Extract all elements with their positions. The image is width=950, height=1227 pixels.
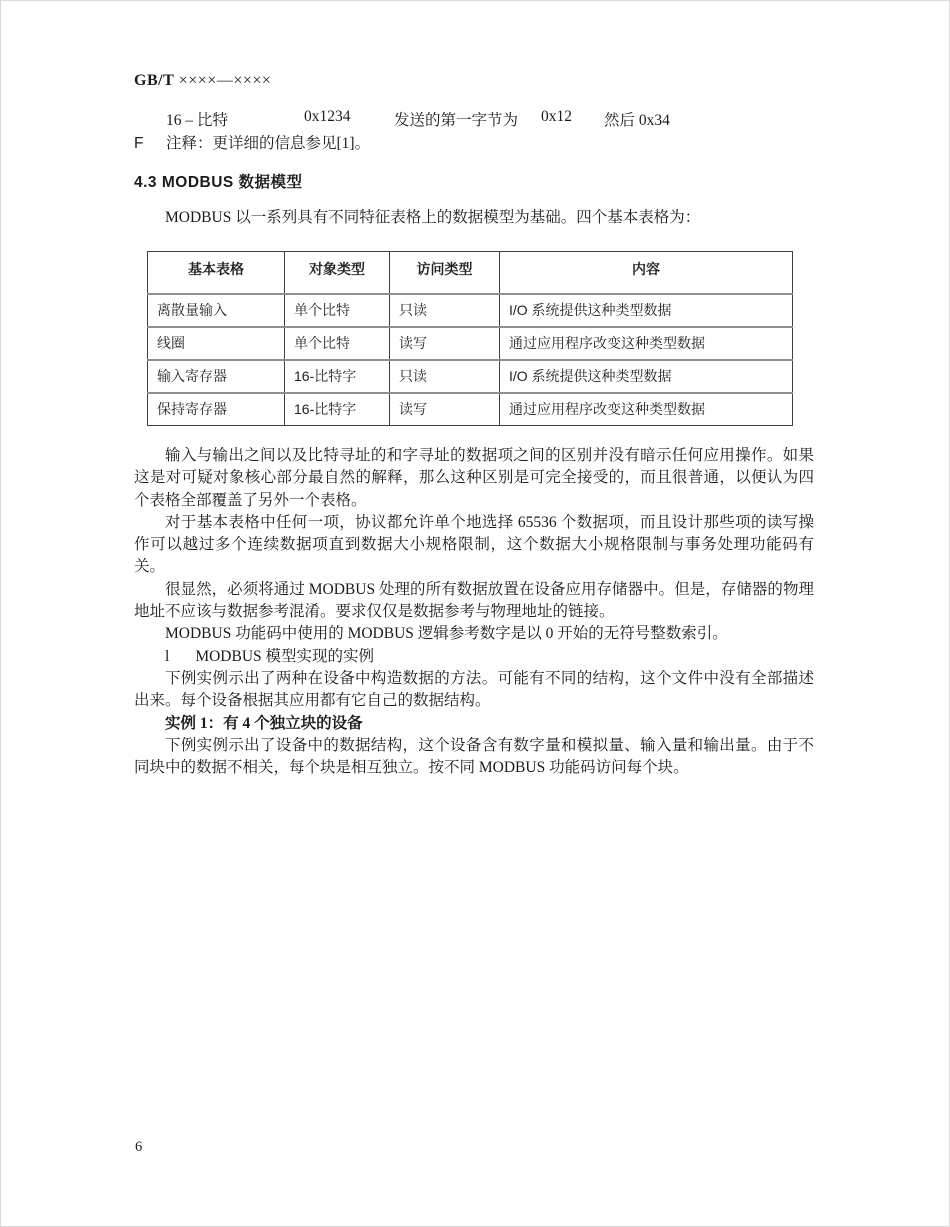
table-cell: 16-比特字 <box>285 360 390 393</box>
table-header-cell: 内容 <box>500 252 793 294</box>
table-header-row <box>148 252 793 294</box>
body-paragraph: 下例实例示出了两种在设备中构造数据的方法。可能有不同的结构，这个文件中没有全部描述出来。每个设备根据其应用都有它自己的数据结构。 <box>134 669 814 710</box>
byte-order-second-byte: 然后 0x34 <box>604 112 670 129</box>
table-cell: 单个比特 <box>285 294 390 327</box>
table-cell: 16-比特字 <box>285 393 390 426</box>
byte-order-first-byte: 0x12 <box>541 108 572 125</box>
body-paragraph: 下例实例示出了设备中的数据结构，这个设备含有数字量和模拟量、输入量和输出量。由于不同块中的数据不相关，每个块是相互独立。按不同 MODBUS 功能码访问每个块。 <box>134 736 814 777</box>
table-cell: 通过应用程序改变这种类型数据 <box>500 327 793 360</box>
table-row <box>148 327 793 360</box>
byte-order-description: 发送的第一字节为 <box>394 112 519 129</box>
table-cell: 只读 <box>390 294 500 327</box>
table-header-cell: 对象类型 <box>285 252 390 294</box>
byte-order-row <box>134 108 834 128</box>
example-list-line <box>134 646 814 668</box>
note-marker: F <box>134 135 144 152</box>
document-header <box>134 72 271 90</box>
table-row <box>148 360 793 393</box>
body-paragraph: 对于基本表格中任何一项，协议都允许单个地选择 65536 个数据项，而且设计那些项的读写操作可以越过多个连续数据项直到数据大小规格限制，这个数据大小规格限制与事务处理功能码有关。 <box>134 513 814 576</box>
table-cell: 输入寄存器 <box>148 360 285 393</box>
table-cell: 单个比特 <box>285 327 390 360</box>
body-text <box>134 445 814 779</box>
example-heading: 实例 1：有 4 个独立块的设备 <box>165 714 363 732</box>
table-cell: I/O 系统提供这种类型数据 <box>500 294 793 327</box>
table-cell: 离散量输入 <box>148 294 285 327</box>
table-header-cell: 基本表格 <box>148 252 285 294</box>
byte-order-value: 0x1234 <box>304 108 351 125</box>
table-cell: 保持寄存器 <box>148 393 285 426</box>
table-cell: 线圈 <box>148 327 285 360</box>
table-row <box>148 393 793 426</box>
table-cell: 只读 <box>390 360 500 393</box>
standard-code: GB/T <box>134 72 175 89</box>
list-item-text: MODBUS 模型实现的实例 <box>195 647 375 665</box>
note-text: 注释：更详细的信息参见[1]。 <box>166 135 371 152</box>
body-paragraph: 输入与输出之间以及比特寻址的和字寻址的数据项之间的区别并没有暗示任何应用操作。如果这是对可疑对象核心部分最自然的解释，那么这种区别是可完全接受的，而且很普通，以便认为四个表格全部覆盖了另外一个表格。 <box>134 447 814 509</box>
table-cell: 通过应用程序改变这种类型数据 <box>500 393 793 426</box>
table-cell: 读写 <box>390 393 500 426</box>
section-heading: 4.3 MODBUS 数据模型 <box>134 174 303 191</box>
list-marker: l <box>165 647 170 665</box>
byte-order-type: 16 – 比特 <box>166 112 229 129</box>
table-row <box>148 294 793 327</box>
table-cell: 读写 <box>390 327 500 360</box>
note-line <box>134 131 370 153</box>
body-paragraph: MODBUS 功能码中使用的 MODBUS 逻辑参考数字是以 0 开始的无符号整数索引。 <box>165 625 728 643</box>
data-model-table <box>147 251 793 426</box>
page-number: 6 <box>135 1139 143 1155</box>
intro-paragraph: MODBUS 以一系列具有不同特征表格上的数据模型为基础。四个基本表格为： <box>165 209 701 226</box>
standard-number: ××××—×××× <box>178 72 272 89</box>
table-header-cell: 访问类型 <box>390 252 500 294</box>
table-cell: I/O 系统提供这种类型数据 <box>500 360 793 393</box>
body-paragraph: 很显然，必须将通过 MODBUS 处理的所有数据放置在设备应用存储器中。但是，存储器的物理地址不应该与数据参考混淆。要求仅仅是数据参考与物理地址的链接。 <box>134 580 814 621</box>
